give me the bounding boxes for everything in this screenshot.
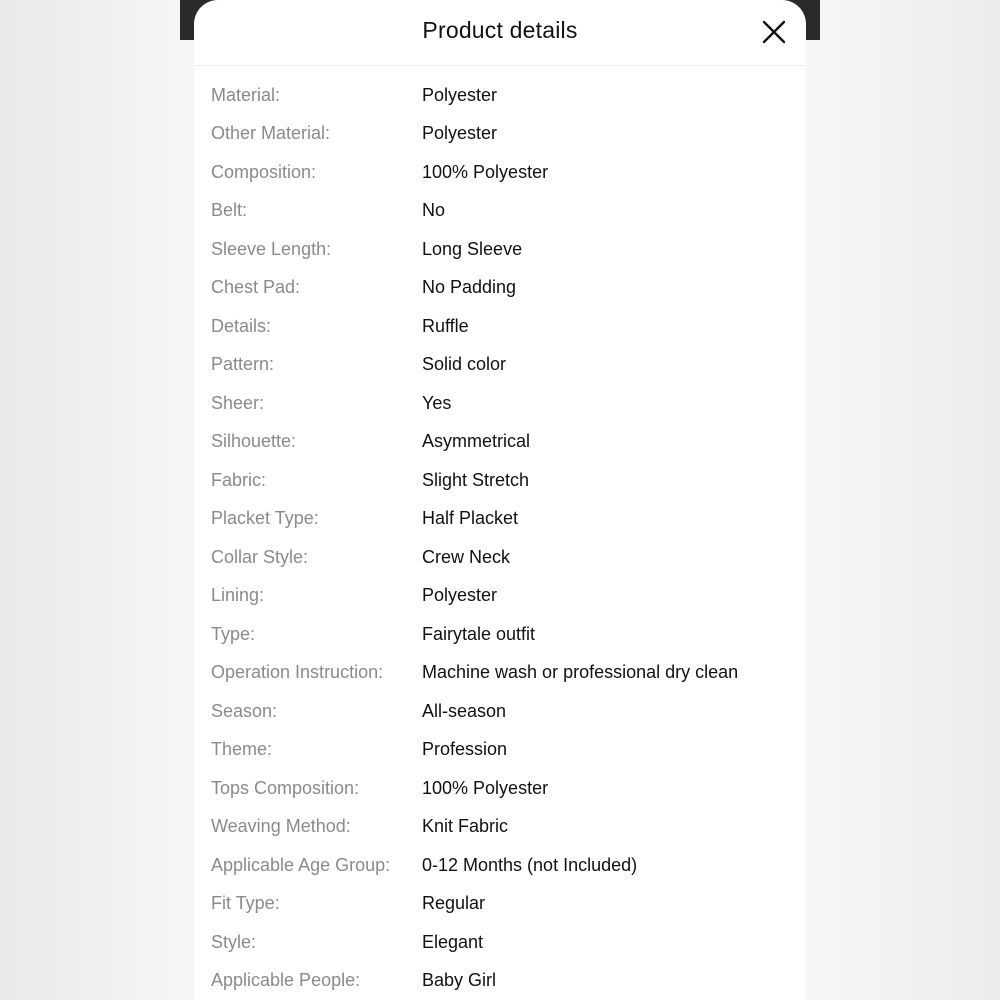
detail-row — [211, 230, 791, 269]
detail-row — [211, 423, 791, 462]
detail-label: Composition: — [211, 161, 317, 182]
detail-label: Belt: — [211, 200, 248, 221]
detail-row — [211, 769, 791, 808]
detail-value: Baby Girl — [422, 970, 497, 991]
detail-row — [211, 538, 791, 577]
detail-row — [211, 269, 791, 308]
detail-row — [211, 384, 791, 423]
detail-row — [211, 615, 791, 654]
detail-value: Half Placket — [422, 508, 519, 529]
detail-row — [211, 346, 791, 385]
detail-value: Profession — [422, 739, 508, 760]
detail-value: No — [422, 200, 446, 221]
detail-label: Weaving Method: — [211, 816, 351, 837]
close-icon — [756, 14, 792, 50]
detail-label: Placket Type: — [211, 508, 319, 529]
detail-row — [211, 692, 791, 731]
detail-label: Theme: — [211, 739, 273, 760]
detail-value: 0-12 Months (not Included) — [422, 854, 638, 875]
detail-value: Yes — [422, 392, 452, 413]
detail-label: Sheer: — [211, 392, 265, 413]
detail-label: Type: — [211, 623, 256, 644]
detail-value: Elegant — [422, 931, 484, 952]
detail-label: Applicable Age Group: — [211, 854, 391, 875]
detail-value: Long Sleeve — [422, 238, 523, 259]
detail-value: Slight Stretch — [422, 469, 530, 490]
product-details-sheet — [194, 0, 806, 1000]
detail-value: Machine wash or professional dry clean — [422, 662, 739, 683]
detail-row — [211, 307, 791, 346]
detail-label: Collar Style: — [211, 546, 309, 567]
detail-row — [211, 885, 791, 924]
page-title: Product details — [422, 17, 578, 43]
detail-value: Fairytale outfit — [422, 623, 536, 644]
detail-row — [211, 500, 791, 539]
detail-value: Polyester — [422, 84, 498, 105]
detail-value: 100% Polyester — [422, 777, 549, 798]
detail-label: Lining: — [211, 585, 265, 606]
detail-row — [211, 76, 791, 115]
detail-row — [211, 846, 791, 885]
detail-label: Material: — [211, 84, 281, 105]
detail-value: No Padding — [422, 277, 517, 298]
detail-label: Style: — [211, 931, 257, 952]
detail-value: Crew Neck — [422, 546, 511, 567]
detail-label: Season: — [211, 700, 278, 721]
detail-label: Silhouette: — [211, 431, 297, 452]
detail-value: Knit Fabric — [422, 816, 509, 837]
detail-value: Solid color — [422, 354, 507, 375]
detail-label: Operation Instruction: — [211, 662, 384, 683]
detail-row — [211, 153, 791, 192]
detail-row — [211, 577, 791, 616]
details-list — [211, 76, 791, 1000]
detail-value: Asymmetrical — [422, 431, 531, 452]
detail-label: Fit Type: — [211, 893, 280, 914]
detail-label: Fabric: — [211, 469, 267, 490]
sheet-header — [194, 0, 806, 66]
detail-value: Ruffle — [422, 315, 469, 336]
detail-label: Details: — [211, 315, 272, 336]
detail-row — [211, 654, 791, 693]
detail-label: Pattern: — [211, 354, 275, 375]
detail-value: Regular — [422, 893, 486, 914]
detail-row — [211, 192, 791, 231]
detail-value: All-season — [422, 700, 507, 721]
detail-row — [211, 115, 791, 154]
detail-label: Sleeve Length: — [211, 238, 332, 259]
detail-row — [211, 808, 791, 847]
detail-row — [211, 461, 791, 500]
detail-value: 100% Polyester — [422, 161, 549, 182]
close-button[interactable] — [756, 14, 792, 50]
detail-label: Chest Pad: — [211, 277, 301, 298]
detail-row — [211, 731, 791, 770]
detail-label: Applicable People: — [211, 970, 361, 991]
detail-label: Tops Composition: — [211, 777, 360, 798]
detail-row — [211, 923, 791, 962]
detail-value: Polyester — [422, 585, 498, 606]
detail-value: Polyester — [422, 123, 498, 144]
detail-row — [211, 962, 791, 1000]
detail-label: Other Material: — [211, 123, 331, 144]
